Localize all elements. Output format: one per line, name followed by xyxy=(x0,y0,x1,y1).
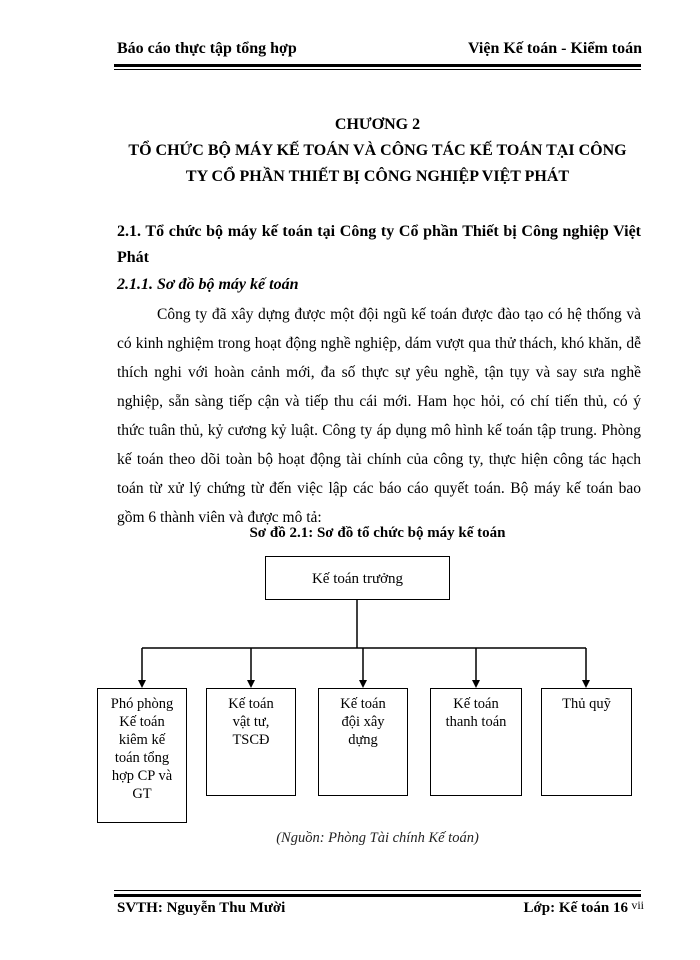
diagram-source: (Nguồn: Phòng Tài chính Kế toán) xyxy=(276,830,479,846)
page-number: vii xyxy=(631,898,644,912)
arrow-child-5 xyxy=(582,680,590,688)
org-node-chief-accountant: Kế toán trưởng xyxy=(265,556,450,600)
node-line: Kế toán xyxy=(340,696,386,712)
node-line: Kế toán xyxy=(453,696,499,712)
org-node-payment-accountant xyxy=(430,688,522,796)
node-line: toán tổng xyxy=(114,750,170,766)
body-paragraph: Công ty đã xây dựng được một đội ngũ kế toán được đào tạo có hệ thống và có kinh nghiệm trong hoạt động nghề nghiệp, dám vượt qua thử thách, khó khăn, dễ thích nghi với hoàn cảnh mới, đa số thực sự yêu nghề, tận tụy và say sưa nghề nghiệp, sẵn sàng tiếp cận và tiếp thu cái mới. Ham học hỏi, có chí tiến thủ, có ý thức tuân thủ, kỷ cương kỷ luật. Công ty áp dụng mô hình kế toán tập trung. Phòng kế toán theo dõi toàn bộ hoạt động tài chính của công ty, thực hiện công tác hạch toán từ xử lý chứng từ đến việc lập các báo cáo quyết toán. Bộ máy kế toán bao gồm 6 thành viên và được mô tả: xyxy=(117,306,641,526)
node-line: Kế toán xyxy=(228,696,274,712)
org-node-deputy-head xyxy=(97,688,187,823)
chapter-number: CHƯƠNG 2 xyxy=(334,116,421,133)
header-right-title: Viện Kế toán - Kiểm toán xyxy=(467,40,642,57)
footer-rule-thin xyxy=(114,890,641,891)
arrow-child-4 xyxy=(472,680,480,688)
node-line: Phó phòng xyxy=(110,696,174,712)
header-left-title: Báo cáo thực tập tổng hợp xyxy=(117,40,297,57)
org-node-construction-accountant xyxy=(318,688,408,796)
node-line: vật tư, xyxy=(232,714,270,730)
node-line: dựng xyxy=(348,732,378,748)
arrow-child-2 xyxy=(247,680,255,688)
node-line: hợp CP và xyxy=(111,768,173,784)
node-line: kiêm kế xyxy=(118,732,166,748)
footer-class: Lớp: Kế toán 16 xyxy=(523,900,628,916)
node-line: đội xây xyxy=(341,714,385,730)
section-heading: 2.1. Tổ chức bộ máy kế toán tại Công ty Cổ phần Thiết bị Công nghiệp Việt Phát xyxy=(117,223,641,266)
diagram-caption: Sơ đồ 2.1: Sơ đồ tổ chức bộ máy kế toán xyxy=(249,525,506,541)
arrow-child-1 xyxy=(138,680,146,688)
chapter-title-line2: TY CỔ PHẦN THIẾT BỊ CÔNG NGHIỆP VIỆT PHÁT xyxy=(185,168,570,185)
org-node-treasurer xyxy=(541,688,632,796)
node-line: GT xyxy=(132,786,152,802)
footer-rule-thick xyxy=(114,894,641,897)
subsection-heading: 2.1.1. Sơ đồ bộ máy kế toán xyxy=(117,276,299,293)
chapter-title-line1: TỔ CHỨC BỘ MÁY KẾ TOÁN VÀ CÔNG TÁC KẾ TOÁN TẠI CÔNG xyxy=(128,142,627,159)
org-node-materials-accountant xyxy=(206,688,296,796)
node-line: TSCĐ xyxy=(232,732,270,748)
arrow-child-3 xyxy=(359,680,367,688)
node-line: thanh toán xyxy=(445,714,507,730)
node-line: Kế toán xyxy=(119,714,165,730)
footer-student: SVTH: Nguyễn Thu Mười xyxy=(117,900,286,916)
node-line: Thủ quỹ xyxy=(562,696,611,712)
